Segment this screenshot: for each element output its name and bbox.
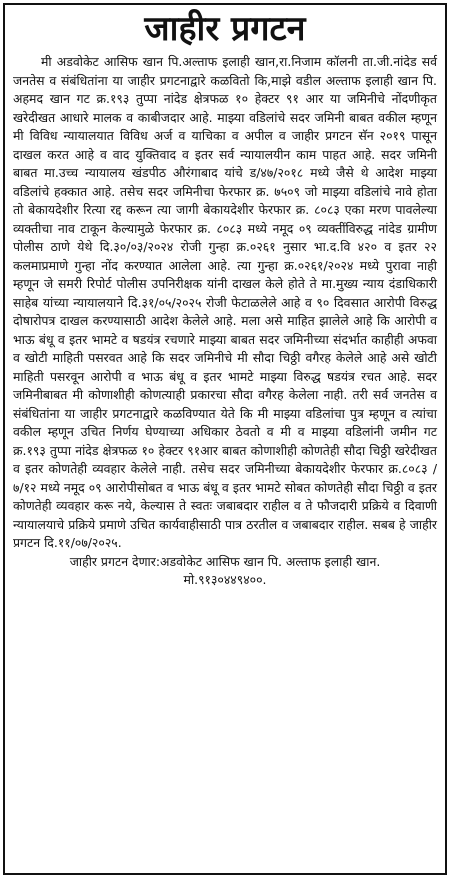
notice-body: मी अडवोकेट आसिफ खान पि.अल्ताफ इलाही खान,रा.निजाम कॉलनी ता.जी.नांदेड सर्व जनतेस व संबंधितांना या जाहीर प्रगटनाद्वारे कळवितो कि,माझे वडील अल्ताफ इलाही खान पि. अहमद खान गट क्र.१९३ तुप्पा नांदेड क्षेत्रफळ १० हेक्टर ९१ आर या जमिनीचे नोंदणीकृत खरेदीखत आधारे मालक व काबीजदार आहे. माझ्या वडिलांचे सदर जमिनी बाबत वकील म्हणून मी विविध न्यायालयात विविध अर्ज व याचिका व अपील व जाहीर प्रगटन सॅन २०१९ पासून दाखल करत आहे व वाद युक्तिवाद व इतर सर्व न्यायालयीन काम पाहत आहे. सदर जमिनी बाबत मा.उच्च न्यायालय खंडपीठ औरंगाबाद यांचे ड/४७/२०१८ मध्ये जैसे थे आदेश माझ्या वडिलांचे हक्कात आहे. तसेच सदर जमिनीचा फेरफार क्र. ७५०९ जो माझ्या वडिलांचे नावे होता तो बेकायदेशीर रित्या रद्द करून त्या जागी बेकायदेशीर फेरफार क्र. ८०८३ एका मरण पावलेल्या व्यक्तीचा नाव टाकून केल्यामुळे फेरफार क्र. ८०८३ मध्ये नमूद ०९ व्यक्तींविरुद्ध नांदेड ग्रामीण पोलीस ठाणे येथे दि.३०/०३/२०२४ रोजी गुन्हा क्र.०२६१ नुसार भा.द.वि ४२० व इतर २२ कलमाप्रमाणे गुन्हा नोंद करण्यात आलेला आहे. त्या गुन्हा क्र.०२६१/२०२४ मध्ये पुरावा नाही म्हणून जे समरी रिपोर्ट पोलीस उपनिरीक्षक यांनी दाखल केले होते ते मा.मुख्य न्याय दंडाधिकारी साहेब यांच्या न्यायालयाने दि.३१/०५/२०२५ रोजी फेटाळलेले आहे व ९० दिवसात आरोपी विरुद्ध दोषारोपत्र दाखल करण्यासाठी आदेश केलेले आहे. मला असे माहित झालेले आहे कि आरोपी व भाऊ बंधू व इतर भामटे व षडयंत्र रचणारे माझ्या बाबत सदर जमिनीच्या संदर्भात काहीही अफवा व खोटी माहिती पसरवत आहे कि सदर जमिनीचे मी सौदा चिठ्ठी वगैरह केलेले आहे असे खोटी माहिती पसरवून आरोपी व भाऊ बंधू व इतर भामटे माझ्या विरुद्ध षडयंत्र रचत आहे. सदर जमिनीबाबत मी कोणाशीही कोणत्याही प्रकारचा सौदा वगैरह केलेला नाही. तरी सर्व जनतेस व संबंधितांना या जाहीर प्रगटनाद्वारे कळविण्यात येते कि मी माझ्या वडिलांचा पुत्र म्हणून व त्यांचा वकील म्हणून उचित निर्णय घेण्याच्या अधिकार ठेवतो व मी व माझ्या वडिलांनी जमीन गट क्र.१९३ तुप्पा नांदेड क्षेत्रफळ १० हेक्टर ९१आर बाबत कोणाशीही कोणतेही सौदा चिठ्ठी खरेदीखत व इतर कोणतेही व्यवहार केलेले नाही. तसेच सदर जमिनीच्या बेकायदेशीर फेरफार क्र.८०८३ / ७/१२ मध्ये नमूद ०९ आरोपीसोबत व भाऊ बंधू व इतर भामटे सोबत कोणतेही सौदा चिठ्ठी व इतर कोणतेही व्यवहार करू नये, केल्यास ते स्वतः जबाबदार राहील व ते फौजदारी प्रक्रिये व दिवाणी न्यायालयाचे प्रक्रिये प्रमाणे उचित कार्यवाहीसाठी पात्र ठरतील व जबाबदार राहील. सबब हे जाहीर प्रगटन दि.११/०७/२०२५.: [13, 54, 437, 550]
notice-title: जाहीर प्रगटन: [144, 9, 306, 49]
public-notice: [3, 3, 447, 875]
notice-signature: जाहीर प्रगटन देणार:अडवोकेट आसिफ खान पि. अल्ताफ इलाही खान. मो.९१३०४४९४००.: [69, 553, 381, 587]
